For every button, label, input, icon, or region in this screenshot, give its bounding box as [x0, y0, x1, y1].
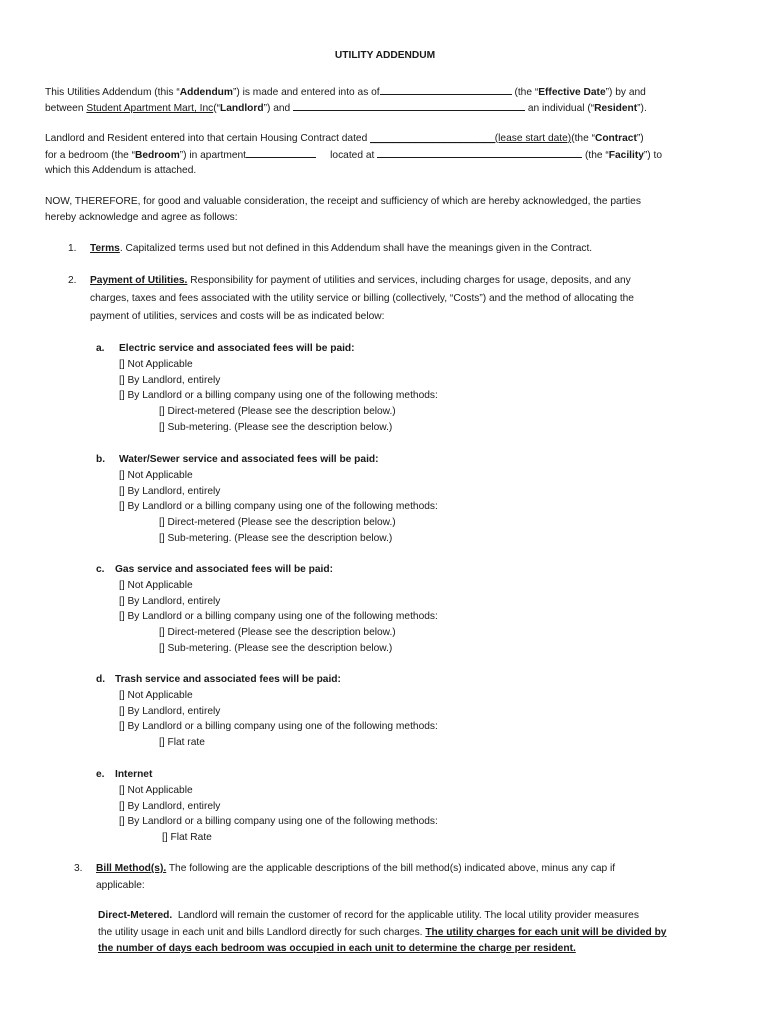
internet-flat-rate-option[interactable]: [] Flat Rate	[162, 832, 212, 843]
water-sewer-heading: Water/Sewer service and associated fees will be paid:	[119, 454, 379, 465]
electric-direct-metered-option[interactable]: [] Direct-metered (Please see the description below.)	[159, 406, 396, 417]
electric-billing-company-option[interactable]: [] By Landlord or a billing company using one of the following methods:	[119, 390, 438, 401]
contract-line-3: which this Addendum is attached.	[45, 165, 197, 176]
gas-sub-metering-option[interactable]: [] Sub-metering. (Please see the description below.)	[159, 643, 393, 654]
intro-line-2: between Student Apartment Mart, Inc(“Landlord”) and an individual (“Resident”).	[45, 103, 647, 114]
intro-line-1: This Utilities Addendum (this “Addendum”) is made and entered into as of (the “Effective Date”) by and	[45, 87, 646, 98]
subsection-a-letter: a.	[96, 343, 105, 354]
water-billing-company-option[interactable]: [] By Landlord or a billing company using one of the following methods:	[119, 501, 438, 512]
now-therefore-line-2: hereby acknowledge and agree as follows:	[45, 212, 238, 223]
electric-heading: Electric service and associated fees will be paid:	[119, 343, 355, 354]
apartment-field[interactable]	[246, 148, 316, 158]
section-1-number: 1.	[68, 243, 77, 254]
section-3-line-1: Bill Method(s). The following are the applicable descriptions of the bill method(s) indicated above, minus any cap if	[96, 863, 616, 874]
water-sub-metering-option[interactable]: [] Sub-metering. (Please see the description below.)	[159, 533, 393, 544]
electric-sub-metering-option[interactable]: [] Sub-metering. (Please see the description below.)	[159, 422, 393, 433]
direct-metered-line-3: the number of days each bedroom was occupied in each unit to determine the charge per resident.	[98, 943, 576, 954]
subsection-d-letter: d.	[96, 674, 106, 685]
internet-billing-company-option[interactable]: [] By Landlord or a billing company using one of the following methods:	[119, 816, 438, 827]
water-not-applicable-option[interactable]: [] Not Applicable	[119, 470, 193, 481]
subsection-c-letter: c.	[96, 564, 105, 575]
landlord-name: Student Apartment Mart, Inc	[86, 103, 214, 114]
subsection-b-letter: b.	[96, 454, 106, 465]
section-3-number: 3.	[74, 863, 83, 874]
electric-landlord-option[interactable]: [] By Landlord, entirely	[119, 375, 221, 386]
section-2-line-2: charges, taxes and fees associated with the utility service or billing (collectively, “Costs”) and the method of allocating the	[90, 293, 634, 304]
contract-line-2: for a bedroom (the “Bedroom”) in apartment located at (the “Facility”) to	[45, 150, 663, 161]
gas-direct-metered-option[interactable]: [] Direct-metered (Please see the description below.)	[159, 627, 396, 638]
trash-not-applicable-option[interactable]: [] Not Applicable	[119, 690, 193, 701]
section-3-line-2: applicable:	[96, 880, 145, 891]
trash-heading: Trash service and associated fees will be paid:	[115, 674, 341, 685]
water-landlord-option[interactable]: [] By Landlord, entirely	[119, 486, 221, 497]
document-title: UTILITY ADDENDUM	[334, 50, 436, 61]
trash-landlord-option[interactable]: [] By Landlord, entirely	[119, 706, 221, 717]
section-2-line-1: Payment of Utilities. Responsibility for payment of utilities and services, including charges for usage, deposits, and any	[90, 275, 631, 286]
trash-flat-rate-option[interactable]: [] Flat rate	[159, 737, 205, 748]
internet-heading: Internet	[115, 769, 153, 780]
section-1-terms: Terms. Capitalized terms used but not defined in this Addendum shall have the meanings given in the Contract.	[90, 243, 593, 254]
internet-landlord-option[interactable]: [] By Landlord, entirely	[119, 801, 221, 812]
facility-address-field[interactable]	[377, 148, 582, 158]
direct-metered-line-2: the utility usage in each unit and bills Landlord directly for such charges. The utility charges for each unit will be divided by	[98, 927, 667, 938]
trash-billing-company-option[interactable]: [] By Landlord or a billing company using one of the following methods:	[119, 721, 438, 732]
now-therefore-line-1: NOW, THEREFORE, for good and valuable consideration, the receipt and sufficiency of which are hereby acknowledged, the parties	[45, 196, 641, 207]
internet-not-applicable-option[interactable]: [] Not Applicable	[119, 785, 193, 796]
contract-line-1: Landlord and Resident entered into that certain Housing Contract dated ______________________(lease start date)(the “Contract”)	[45, 133, 644, 144]
water-direct-metered-option[interactable]: [] Direct-metered (Please see the description below.)	[159, 517, 396, 528]
gas-landlord-option[interactable]: [] By Landlord, entirely	[119, 596, 221, 607]
resident-name-field[interactable]	[293, 101, 525, 111]
section-2-line-3: payment of utilities, services and costs will be as indicated below:	[90, 311, 385, 322]
effective-date-field[interactable]	[380, 85, 512, 95]
lease-start-date-field[interactable]: ______________________(lease start date)	[370, 133, 572, 144]
direct-metered-line-1: Direct-Metered. Landlord will remain the customer of record for the applicable utility. The local utility provider measures	[98, 910, 639, 921]
gas-heading: Gas service and associated fees will be paid:	[115, 564, 333, 575]
gas-billing-company-option[interactable]: [] By Landlord or a billing company using one of the following methods:	[119, 611, 438, 622]
subsection-e-letter: e.	[96, 769, 105, 780]
gas-not-applicable-option[interactable]: [] Not Applicable	[119, 580, 193, 591]
electric-not-applicable-option[interactable]: [] Not Applicable	[119, 359, 193, 370]
section-2-number: 2.	[68, 275, 77, 286]
